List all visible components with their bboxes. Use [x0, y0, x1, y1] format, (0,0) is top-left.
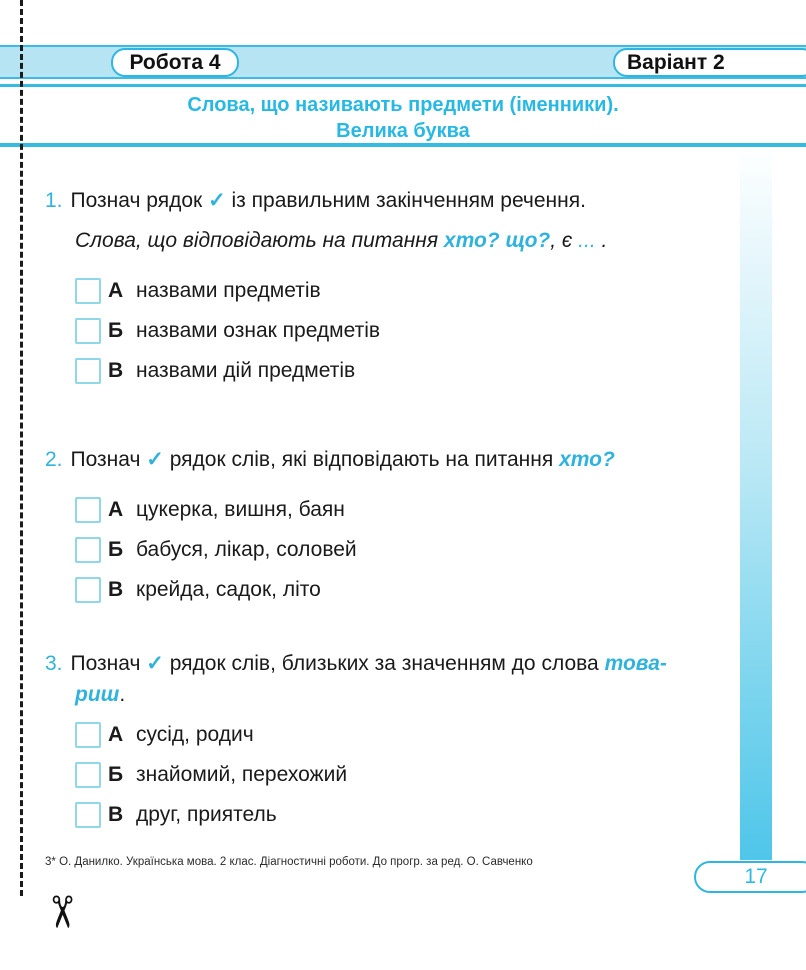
option-row	[75, 357, 380, 384]
variant-pill-label: Варіант 2	[627, 50, 725, 74]
question-2-text-after: рядок слів, які відповідають на питання	[169, 448, 554, 471]
option-row	[75, 317, 380, 344]
question-2-options	[75, 496, 357, 616]
option-row	[75, 721, 347, 748]
option-text: сусід, родич	[136, 722, 254, 746]
scissors-icon: ✂	[35, 893, 87, 931]
option-letter: А	[108, 278, 124, 302]
page-title	[0, 92, 806, 144]
work-pill-label: Робота 4	[129, 50, 221, 74]
question-1-text-before: Познач рядок	[70, 189, 203, 212]
question-2-number: 2.	[45, 448, 63, 471]
question-3-number: 3.	[45, 652, 63, 675]
option-row	[75, 277, 380, 304]
option-letter: А	[108, 497, 124, 521]
question-1-options	[75, 277, 380, 397]
option-row	[75, 576, 357, 603]
question-3-highlight: това-	[604, 652, 667, 675]
option-letter: Б	[108, 318, 124, 342]
option-letter: В	[108, 577, 124, 601]
answer-checkbox[interactable]	[75, 762, 101, 788]
question-3-text-before: Познач	[70, 652, 141, 675]
variant-pill	[613, 48, 806, 77]
checkmark-icon: ✓	[146, 448, 164, 471]
gradient-strip	[740, 150, 772, 860]
page-title-line2: Велика буква	[336, 120, 470, 142]
option-letter: Б	[108, 537, 124, 561]
checkmark-icon: ✓	[208, 189, 226, 212]
option-text: назвами предметів	[136, 278, 321, 302]
question-3-highlight-line2: риш	[75, 683, 120, 706]
question-1-sub-before: Слова, що відповідають на питання	[75, 229, 439, 252]
question-3-text-after: рядок слів, близьких за значенням до слова	[169, 652, 599, 675]
question-1-prompt	[45, 188, 736, 213]
page-number-pill	[694, 861, 806, 893]
answer-checkbox[interactable]	[75, 577, 101, 603]
option-letter: Б	[108, 762, 124, 786]
title-rule-bottom	[0, 143, 806, 147]
option-text: цукерка, вишня, баян	[136, 497, 345, 521]
option-text: крейда, садок, літо	[136, 577, 321, 601]
option-text: друг, приятель	[136, 802, 277, 826]
option-row	[75, 536, 357, 563]
answer-checkbox[interactable]	[75, 537, 101, 563]
title-rule-top	[0, 84, 806, 87]
question-2-text-before: Познач	[70, 448, 141, 471]
answer-checkbox[interactable]	[75, 318, 101, 344]
question-3-line2-end: .	[119, 683, 126, 706]
question-1-sub-highlight: хто? що?	[443, 229, 551, 252]
option-text: знайомий, перехожий	[136, 762, 348, 786]
option-row	[75, 496, 357, 523]
option-text: назвами ознак предметів	[136, 318, 381, 342]
question-1-subline	[45, 229, 736, 253]
option-text: бабуся, лікар, соловей	[136, 537, 357, 561]
question-1-sub-end: .	[601, 229, 608, 252]
question-1-sub-dots: ...	[578, 229, 596, 252]
option-row	[75, 801, 347, 828]
option-letter: А	[108, 722, 124, 746]
page-title-line1: Слова, що називають предмети (іменники).	[187, 94, 619, 116]
answer-checkbox[interactable]	[75, 802, 101, 828]
footnote: 3* О. Данилко. Українська мова. 2 клас. Діагностичні роботи. До прогр. за ред. О. Савченко	[45, 856, 533, 868]
answer-checkbox[interactable]	[75, 722, 101, 748]
option-text: назвами дій предметів	[136, 358, 356, 382]
answer-checkbox[interactable]	[75, 497, 101, 523]
question-2-highlight: хто?	[559, 448, 615, 471]
question-1-sub-mid: , є	[550, 229, 573, 252]
page-number: 17	[744, 865, 768, 888]
checkmark-icon: ✓	[146, 652, 164, 675]
question-2-prompt	[45, 447, 736, 472]
option-letter: В	[108, 358, 124, 382]
option-row	[75, 761, 347, 788]
option-letter: В	[108, 802, 124, 826]
question-3-options	[75, 721, 347, 841]
question-1-number: 1.	[45, 189, 63, 212]
question-3-prompt	[45, 648, 736, 710]
cut-line	[20, 0, 23, 896]
answer-checkbox[interactable]	[75, 358, 101, 384]
answer-checkbox[interactable]	[75, 278, 101, 304]
question-1-text-after: із правильним закінченням речення.	[231, 189, 586, 212]
work-pill	[111, 48, 239, 77]
